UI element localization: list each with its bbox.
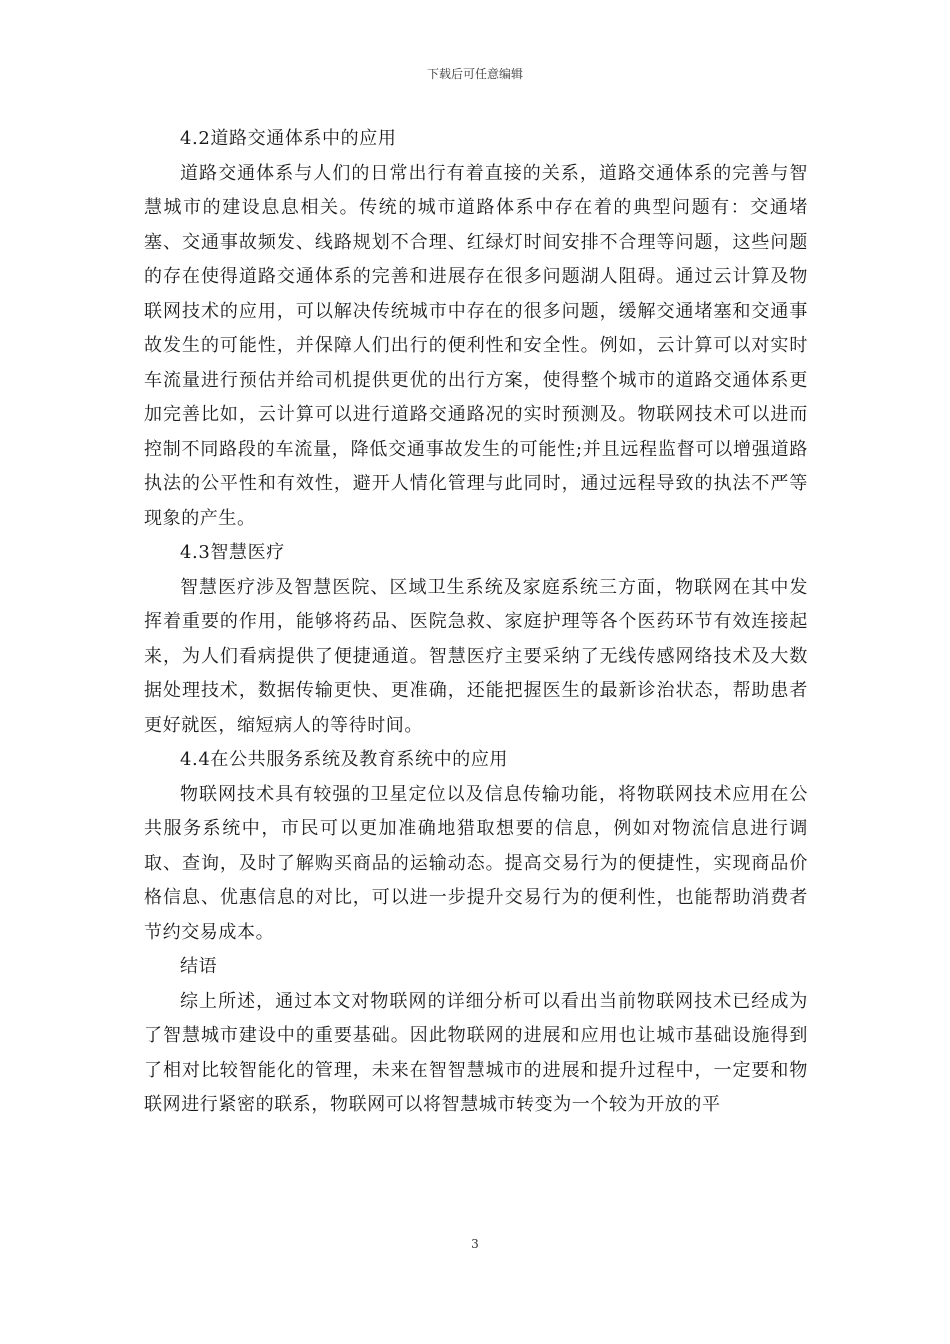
page-header: 下载后可任意编辑 <box>426 67 523 81</box>
section-heading-4-2: 4.2道路交通体系中的应用 <box>180 128 397 149</box>
page-number: 3 <box>471 1237 479 1251</box>
section-heading-4-4: 4.4在公共服务系统及教育系统中的应用 <box>180 749 509 770</box>
section-heading-conclusion: 结语 <box>180 956 218 977</box>
paragraph-smart-healthcare: 智慧医疗涉及智慧医院、区域卫生系统及家庭系统三方面，物联网在其中发挥着重要的作用，能够将药品、医院急救、家庭护理等各个医药环节有效连接起来，为人们看病提供了便捷通道。智慧医疗主要采纳了无线传感网络技术及大数据处理技术，数据传输更快、更准确，还能把握医生的最新诊治状态，帮助患者更好就医，缩短病人的等待时间。 <box>144 576 808 736</box>
document-body <box>144 122 808 1123</box>
paragraph-public-services: 物联网技术具有较强的卫星定位以及信息传输功能，将物联网技术应用在公共服务系统中，市民可以更加准确地猎取想要的信息，例如对物流信息进行调取、查询，及时了解购买商品的运输动态。提高交易行为的便捷性，实现商品价格信息、优惠信息的对比，可以进一步提升交易行为的便利性，也能帮助消费者节约交易成本。 <box>144 783 808 943</box>
paragraph-road-traffic: 道路交通体系与人们的日常出行有着直接的关系，道路交通体系的完善与智慧城市的建设息息相关。传统的城市道路体系中存在着的典型问题有：交通堵塞、交通事故频发、线路规划不合理、红绿灯时间安排不合理等问题，这些问题的存在使得道路交通体系的完善和进展存在很多问题湖人阻碍。通过云计算及物联网技术的应用，可以解决传统城市中存在的很多问题，缓解交通堵塞和交通事故发生的可能性，并保障人们出行的便利性和安全性。例如，云计算可以对实时车流量进行预估并给司机提供更优的出行方案，使得整个城市的道路交通体系更加完善比如，云计算可以进行道路交通路况的实时预测及。物联网技术可以进而控制不同路段的车流量，降低交通事故发生的可能性;并且远程监督可以增强道路执法的公平性和有效性，避开人情化管理与此同时，通过远程导致的执法不严等现象的产生。 <box>144 162 808 529</box>
section-heading-4-3: 4.3智慧医疗 <box>180 542 285 563</box>
paragraph-conclusion: 综上所述，通过本文对物联网的详细分析可以看出当前物联网技术已经成为了智慧城市建设中的重要基础。因此物联网的进展和应用也让城市基础设施得到了相对比较智能化的管理，未来在智智慧城市的进展和提升过程中，一定要和物联网进行紧密的联系，物联网可以将智慧城市转变为一个较为开放的平 <box>144 990 808 1115</box>
